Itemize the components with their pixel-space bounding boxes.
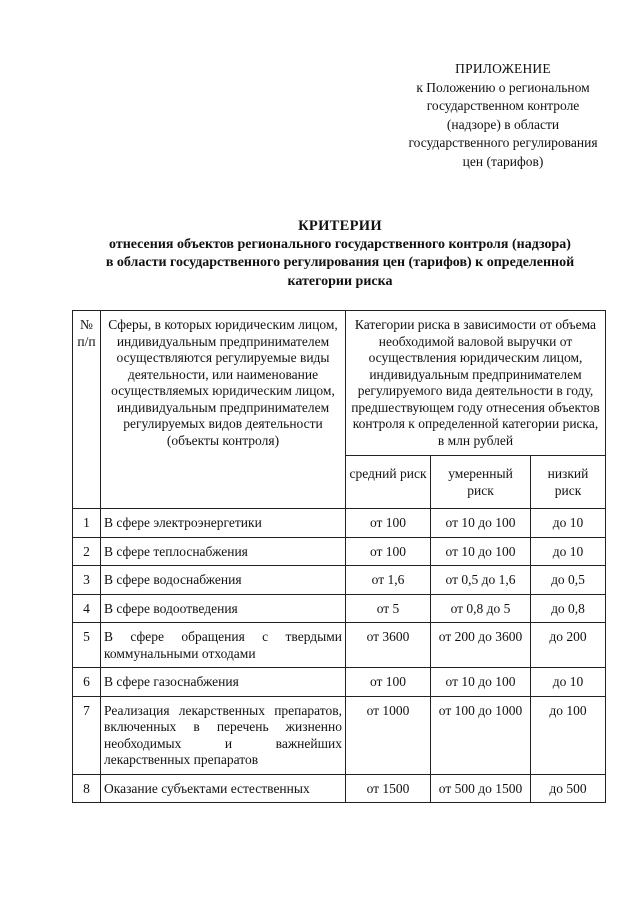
appendix-line: к Положению о региональном <box>416 79 590 95</box>
row-sphere: В сфере газоснабжения <box>101 668 346 697</box>
row-moderate: от 100 до 1000 <box>431 696 531 774</box>
header-num: № п/п <box>73 311 101 509</box>
appendix-line: государственного регулирования <box>408 135 598 150</box>
row-number: 5 <box>73 623 101 668</box>
row-medium: от 1500 <box>346 774 431 803</box>
heading-line: категории риска <box>287 273 393 289</box>
row-number: 6 <box>73 668 101 697</box>
row-sphere: Оказание субъектами естественных <box>101 774 346 803</box>
row-sphere: В сфере электроэнергетики <box>101 509 346 538</box>
row-number: 2 <box>73 537 101 566</box>
row-number: 8 <box>73 774 101 803</box>
document-heading <box>60 217 620 291</box>
row-medium: от 100 <box>346 668 431 697</box>
row-low: до 10 <box>531 537 606 566</box>
header-sphere: Сферы, в которых юридическим лицом, индивидуальным предпринимателем осуществляются регулируемые виды деятельности, или наименование осуществляемых юридическим лицом, индивидуальным предпринимателем регулируемых видов деятельности (объекты контроля) <box>101 311 346 509</box>
row-low: до 10 <box>531 668 606 697</box>
row-low: до 100 <box>531 696 606 774</box>
row-number: 4 <box>73 594 101 623</box>
header-low-risk: низкий риск <box>531 456 606 509</box>
row-medium: от 1,6 <box>346 566 431 595</box>
row-medium: от 1000 <box>346 696 431 774</box>
table-row <box>73 509 606 538</box>
row-low: до 0,8 <box>531 594 606 623</box>
row-sphere: Реализация лекарственных препаратов, включенных в перечень жизненно необходимых и важнейших лекарственных препаратов <box>101 696 346 774</box>
row-moderate: от 200 до 3600 <box>431 623 531 668</box>
row-low: до 10 <box>531 509 606 538</box>
heading-line: отнесения объектов регионального государственного контроля (надзора) <box>109 236 571 252</box>
appendix-line: цен (тарифов) <box>462 153 544 169</box>
row-moderate: от 500 до 1500 <box>431 774 531 803</box>
table-row <box>73 696 606 774</box>
row-moderate: от 0,8 до 5 <box>431 594 531 623</box>
table-row <box>73 594 606 623</box>
table-row <box>73 566 606 595</box>
appendix-line: государственном контроле <box>426 98 580 113</box>
table-row <box>73 774 606 803</box>
appendix-title: ПРИЛОЖЕНИЕ <box>455 61 551 76</box>
table-row <box>73 668 606 697</box>
header-moderate-risk: умеренный риск <box>431 456 531 509</box>
header-medium-risk: средний риск <box>346 456 431 509</box>
row-moderate: от 10 до 100 <box>431 668 531 697</box>
row-low: до 500 <box>531 774 606 803</box>
row-number: 3 <box>73 566 101 595</box>
table-row <box>73 623 606 668</box>
row-moderate: от 10 до 100 <box>431 509 531 538</box>
row-number: 7 <box>73 696 101 774</box>
row-sphere: В сфере водоснабжения <box>101 566 346 595</box>
row-sphere: В сфере теплоснабжения <box>101 537 346 566</box>
row-sphere: В сфере обращения с твердыми коммунальными отходами <box>101 623 346 668</box>
row-moderate: от 10 до 100 <box>431 537 531 566</box>
row-medium: от 3600 <box>346 623 431 668</box>
row-moderate: от 0,5 до 1,6 <box>431 566 531 595</box>
appendix-line: (надзоре) в области <box>446 116 560 132</box>
criteria-table <box>72 310 606 803</box>
row-medium: от 100 <box>346 509 431 538</box>
row-medium: от 100 <box>346 537 431 566</box>
table-row <box>73 537 606 566</box>
row-low: до 0,5 <box>531 566 606 595</box>
row-low: до 200 <box>531 623 606 668</box>
row-number: 1 <box>73 509 101 538</box>
heading-title: КРИТЕРИИ <box>298 218 382 234</box>
row-sphere: В сфере водоотведения <box>101 594 346 623</box>
heading-line: в области государственного регулирования цен (тарифов) к определенной <box>105 255 575 270</box>
row-medium: от 5 <box>346 594 431 623</box>
appendix-block <box>378 60 628 171</box>
header-categories: Категории риска в зависимости от объема необходимой валовой выручки от осуществления юридическим лицом, индивидуальным предпринимателем регулируемого вида деятельности в году, предшествующем году отнесения объектов контроля к определенной категории риска, в млн рублей <box>346 311 606 456</box>
